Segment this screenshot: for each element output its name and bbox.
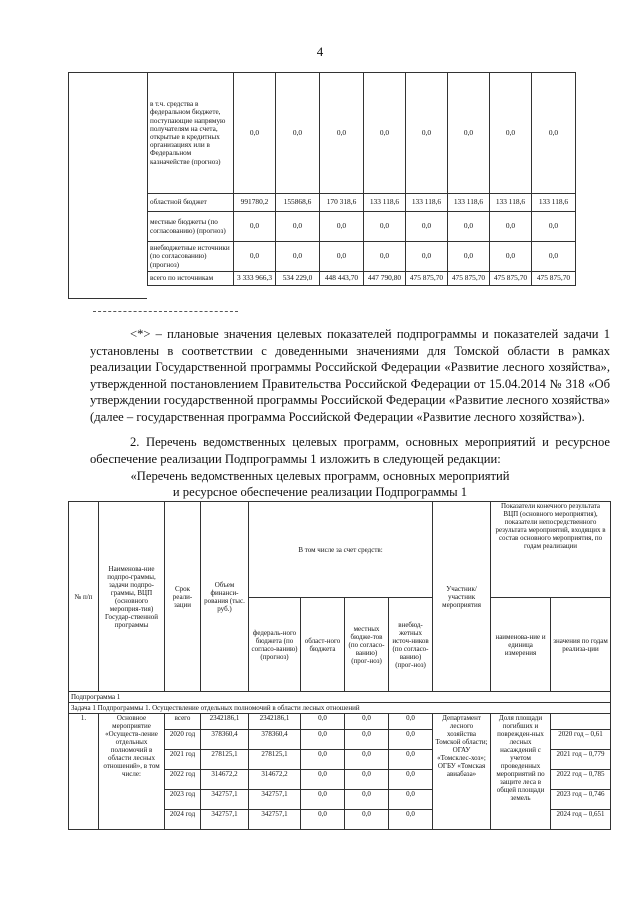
local-cell: 0,0 [345, 730, 389, 750]
table1-cell: 534 229,0 [276, 272, 320, 286]
local-cell: 0,0 [345, 714, 389, 730]
hdr-fed: федераль-ного бюджета (по согласо-ванию) (прогноз) [249, 598, 301, 692]
term-cell: 2023 год [165, 790, 201, 810]
table1-row [148, 242, 620, 272]
table1-cell: 170 318,6 [320, 194, 364, 212]
obl-cell: 0,0 [301, 790, 345, 810]
term-cell: всего [165, 714, 201, 730]
table1-row-label: внебюджетные источники (по согласованию) (прогноз) [148, 242, 234, 272]
indicator-name-cell: Доля площади погибших и поврежден-ных лесных насаждений с учетом проведенных мероприятий по защите леса в общей площади земель [491, 714, 551, 830]
page-number: 4 [316, 44, 324, 59]
table1-cell: 133 118,6 [490, 194, 532, 212]
table1-cell: 133 118,6 [448, 194, 490, 212]
table1-cell: 991780,2 [234, 194, 276, 212]
extra-cell: 0,0 [389, 770, 433, 790]
table1-cell: 0,0 [406, 242, 448, 272]
hdr-name: Наименова-ние подпро-граммы, задачи подпро-граммы, ВЦП (основного мероприя-тия) Государ-ственной программы [99, 502, 165, 692]
table1-cell: 475 875,70 [406, 272, 448, 286]
table-heading-line2: и ресурсное обеспечение реализации Подпрограммы 1 [172, 485, 468, 499]
table1-cell: 0,0 [364, 212, 406, 242]
extra-cell: 0,0 [389, 730, 433, 750]
extra-cell: 0,0 [389, 810, 433, 830]
volume-cell: 2342186,1 [201, 714, 249, 730]
indicator-value-cell [551, 714, 611, 730]
table1-cell: 0,0 [234, 73, 276, 194]
table1-cell: 0,0 [276, 242, 320, 272]
obl-cell: 0,0 [301, 730, 345, 750]
table1-cell: 0,0 [448, 73, 490, 194]
section-row: Подпрограмма 1 [69, 692, 611, 703]
table1-row [148, 212, 620, 242]
table1-cell: 0,0 [320, 242, 364, 272]
local-cell: 0,0 [345, 810, 389, 830]
funding-table-continuation [147, 72, 620, 286]
table1-cell: 0,0 [320, 73, 364, 194]
indicator-value-cell: 2021 год – 0,779 [551, 750, 611, 770]
table1-row [148, 272, 620, 286]
table-heading-line1: «Перечень ведомственных целевых программ, основных мероприятий [130, 469, 510, 483]
table1-cell: 0,0 [320, 212, 364, 242]
table1-cell: 475 875,70 [448, 272, 490, 286]
item-name: Основное мероприятие «Осуществ-ление отдельных полномочий в области лесных отношений», в том числе: [99, 714, 165, 830]
table1-row-label: областной бюджет [148, 194, 234, 212]
table1-cell: 0,0 [406, 212, 448, 242]
hdr-extra: внебюд-жетных источ-ников (по согласо-ванию) (прог-ноз) [389, 598, 433, 692]
fed-cell: 342757,1 [249, 810, 301, 830]
hdr-local: местных бюдже-тов (по согласо-ванию) (прог-ноз) [345, 598, 389, 692]
table1-cell: 155868,6 [276, 194, 320, 212]
item-number: 1. [69, 714, 99, 830]
hdr-ind-value: значения по годам реализа-ции [551, 598, 611, 692]
table1-cell: 0,0 [406, 73, 448, 194]
obl-cell: 0,0 [301, 750, 345, 770]
table1-cell: 0,0 [490, 212, 532, 242]
volume-cell: 314672,2 [201, 770, 249, 790]
local-cell: 0,0 [345, 750, 389, 770]
program-list-table [68, 501, 611, 830]
task-row: Задача 1 Подпрограммы 1. Осуществление отдельных полномочий в области лесных отношений [69, 703, 611, 714]
table1-cell: 0,0 [532, 212, 576, 242]
indicator-value-cell: 2022 год – 0,785 [551, 770, 611, 790]
table1-cell: 0,0 [234, 212, 276, 242]
hdr-num: № п/п [69, 502, 99, 692]
term-cell: 2024 год [165, 810, 201, 830]
fed-cell: 342757,1 [249, 790, 301, 810]
extra-cell: 0,0 [389, 790, 433, 810]
table1-cell: 0,0 [364, 73, 406, 194]
table1-cell: 0,0 [490, 73, 532, 194]
table1-cell: 0,0 [532, 242, 576, 272]
table1-cell: 475 875,70 [532, 272, 576, 286]
volume-cell: 342757,1 [201, 790, 249, 810]
table1-row [148, 194, 620, 212]
hdr-volume: Объем финанси-рования (тыс. руб.) [201, 502, 249, 692]
hdr-term: Срок реали-зации [165, 502, 201, 692]
table1-cell: 133 118,6 [406, 194, 448, 212]
table1-cell: 3 333 966,3 [234, 272, 276, 286]
table1-cell: 0,0 [234, 242, 276, 272]
table1-cell: 133 118,6 [364, 194, 406, 212]
term-cell: 2020 год [165, 730, 201, 750]
term-cell: 2022 год [165, 770, 201, 790]
hdr-incl: В том числе за счет средств: [249, 502, 433, 598]
table1-cell: 0,0 [490, 242, 532, 272]
hdr-indicators: Показатели конечного результата ВЦП (основного мероприятия), показатели непосредственного результата мероприятий, входящих в состав основного мероприятия, по годам реализации [491, 502, 611, 598]
table1-cell: 0,0 [448, 242, 490, 272]
hdr-ind-name: наименова-ние и единица измерения [491, 598, 551, 692]
table1-left-stub [68, 72, 147, 299]
local-cell: 0,0 [345, 770, 389, 790]
table1-cell: 0,0 [448, 212, 490, 242]
footnote-separator [93, 311, 238, 312]
term-cell: 2021 год [165, 750, 201, 770]
volume-cell: 278125,1 [201, 750, 249, 770]
footnote-paragraph: <*> – плановые значения целевых показателей подпрограммы и показателей задачи 1 установлены в соответствии с доведенными значениями для Томской области в рамках реализации Государственной программы Российской Федерации «Развитие лесного хозяйства», утвержденной постановлением Правительства Российской Федерации от 15.04.2014 № 318 «Об утверждении государственной программы Российской Федерации «Развитие лесного хозяйства» (далее – государственная программа Российской Федерации «Развитие лесного хозяйства»). [90, 327, 610, 424]
extra-cell: 0,0 [389, 714, 433, 730]
table1-row-label: всего по источникам [148, 272, 234, 286]
table1-row-label: местные бюджеты (по согласованию) (прогноз) [148, 212, 234, 242]
obl-cell: 0,0 [301, 770, 345, 790]
table2-row [69, 714, 611, 730]
table1-row-label: в т.ч. средства в федеральном бюджете, поступающие напрямую получателям на счета, открытые в кредитных организациях или в Федеральном казначействе (прогноз) [148, 73, 234, 194]
hdr-participant: Участник/ участник мероприятия [433, 502, 491, 692]
fed-cell: 378360,4 [249, 730, 301, 750]
volume-cell: 378360,4 [201, 730, 249, 750]
obl-cell: 0,0 [301, 810, 345, 830]
hdr-obl: област-ного бюджета [301, 598, 345, 692]
volume-cell: 342757,1 [201, 810, 249, 830]
obl-cell: 0,0 [301, 714, 345, 730]
local-cell: 0,0 [345, 790, 389, 810]
fed-cell: 2342186,1 [249, 714, 301, 730]
table1-cell: 475 875,70 [490, 272, 532, 286]
extra-cell: 0,0 [389, 750, 433, 770]
table1-cell: 0,0 [532, 73, 576, 194]
fed-cell: 314672,2 [249, 770, 301, 790]
table1-cell: 0,0 [364, 242, 406, 272]
participant-cell: Департамент лесного хозяйства Томской области; ОГАУ «Томсклес-хоз»; ОГБУ «Томская авиабаза» [433, 714, 491, 830]
table1-cell: 448 443,70 [320, 272, 364, 286]
table1-row [148, 73, 620, 194]
fed-cell: 278125,1 [249, 750, 301, 770]
table1-cell: 0,0 [276, 73, 320, 194]
table1-cell: 447 790,80 [364, 272, 406, 286]
indicator-value-cell: 2020 год – 0,61 [551, 730, 611, 750]
table1-cell: 0,0 [276, 212, 320, 242]
table1-cell: 133 118,6 [532, 194, 576, 212]
indicator-value-cell: 2023 год – 0,746 [551, 790, 611, 810]
indicator-value-cell: 2024 год – 0,651 [551, 810, 611, 830]
amendment-paragraph: 2. Перечень ведомственных целевых программ, основных мероприятий и ресурсное обеспечение реализации Подпрограммы 1 изложить в следующей редакции: [90, 435, 610, 466]
